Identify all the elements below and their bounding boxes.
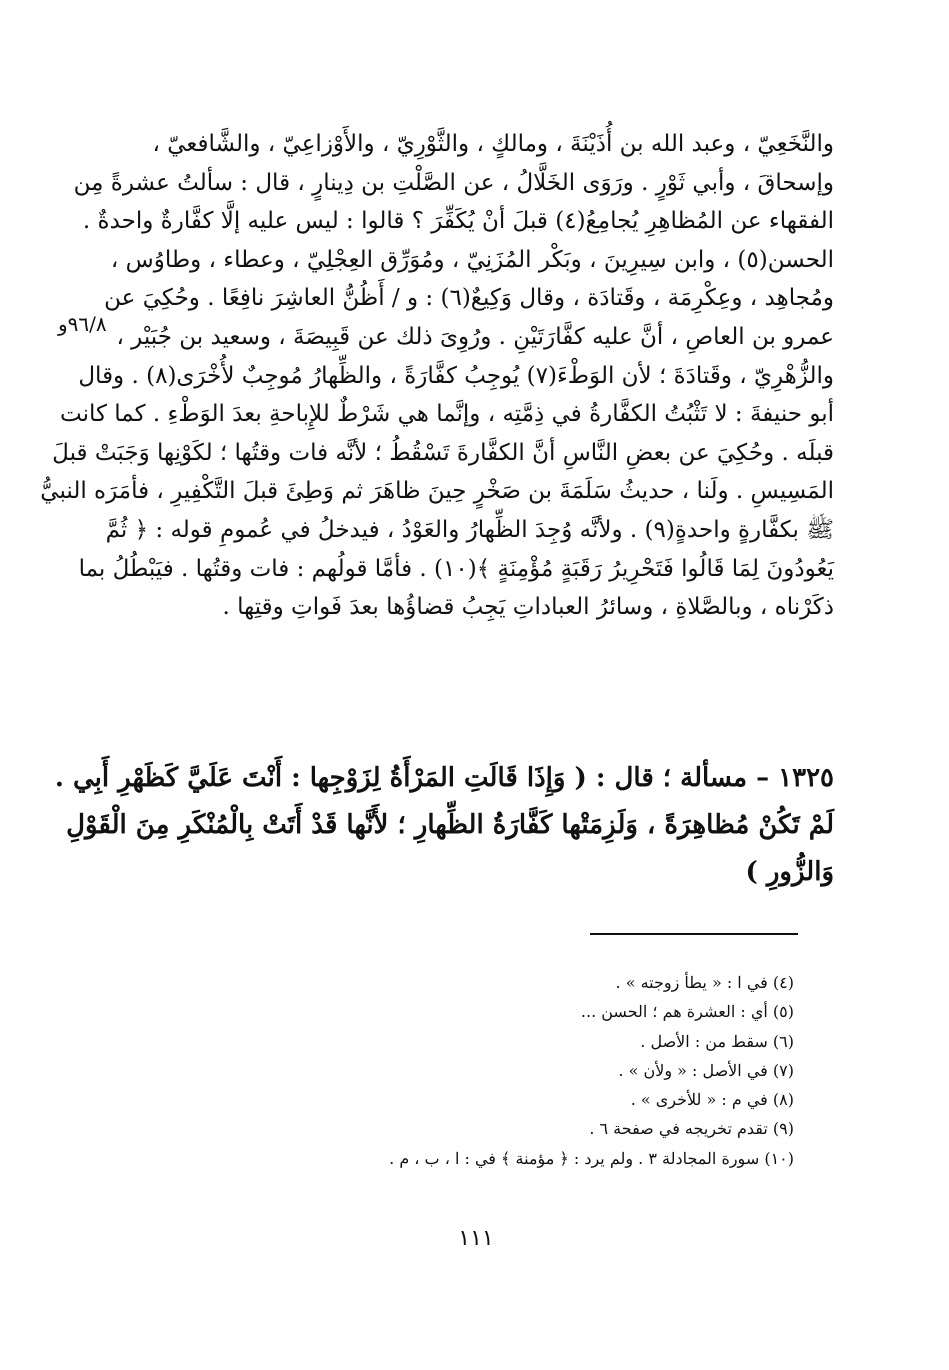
masala-line: لَمْ تَكُنْ مُظاهِرَةً ، وَلَزِمَتْها كَفَّارَةُ الظِّهارِ ؛ لأَنَّها قَدْ أَتَتْ بِالْمُنْكَرِ مِنَ الْقَوْلِ (66, 810, 834, 840)
text-line: يَعُودُونَ لِمَا قَالُوا فَتَحْرِيرُ رَقَبَةٍ مُؤْمِنَةٍ ﴾(١٠) . فأمَّا قولُهم : فات وقتُها . فيَبْطُلُ بما (78, 555, 834, 582)
text-line: أبو حنيفةَ : لا تَثْبُتُ الكفَّارةُ في ذِمَّتِه ، وإنَّما هي شَرْطٌ للإِباحةِ بعدَ الوَطْءِ . كما كانت (60, 401, 834, 428)
footnote: (١٠) سورة المجادلة ٣ . ولم يرد : ﴿ مؤمنة ﴾ في : ا ، ب ، م . (389, 1148, 794, 1168)
text-line: الحسن(٥) ، وابن سِيرِينَ ، وبَكْر المُزَنِيّ ، ومُوَرِّق العِجْلِيّ ، وعطاء ، وطاوُس ، (110, 246, 834, 273)
footnote-divider (590, 933, 798, 935)
footnote: (٧) في الأصل : « ولأن » . (618, 1060, 794, 1080)
masala-line: ١٣٢٥ – مسألة ؛ قال : ( وَإِذَا قَالَتِ المَرْأَةُ لِزَوْجِها : أَنْتَ عَلَيَّ كَظَهْرِ أَبِي . (54, 763, 834, 793)
text-line: ومُجاهِد ، وعِكْرِمَة ، وقَتادَة ، وقال وَكِيعٌ(٦) : و / أَظُنُّ العاشِرَ نافِعًا . وحُكِيَ عن (104, 285, 834, 312)
footnote: (٥) أي : العشرة هم ؛ الحسن ... (580, 1002, 794, 1022)
footnotes (94, 968, 794, 1173)
footnote: (٩) تقدم تخريجه في صفحة ٦ . (589, 1119, 794, 1139)
text-line: الفقهاء عن المُظاهِرِ يُجامِعُ(٤) قبلَ أنْ يُكَفِّرَ ؟ قالوا : ليس عليه إلَّا كفَّارةٌ واحدةٌ . (82, 208, 834, 235)
text-line: قبلَه . وحُكِيَ عن بعضِ النَّاسِ أنَّ الكفَّارةَ تَسْقُطُ ؛ لأنَّه فات وقتُها ؛ لكَوْنِها وَجَبَتْ قبلَ (52, 439, 834, 466)
manuscript-folio-note: ٩٦/٨و (58, 312, 107, 336)
footnote: (٤) في ا : « يطأ زوجته » . (615, 973, 794, 992)
text-line: ذكَرْناه ، وبالصَّلاةِ ، وسائرُ العباداتِ يَجِبُ قضاؤُها بعدَ فَواتِ وقتِها . (222, 594, 834, 621)
text-line: والزُّهْرِيّ ، وقَتادَةَ ؛ لأن الوَطْءَ(٧) يُوجِبُ كفَّارَةً ، والظِّهارُ مُوجِبٌ لأُخْرَى(٨) . وقال (78, 362, 834, 389)
text-line: ﷺ بكفَّارةٍ واحدةٍ(٩) . ولأنَّه وُجِدَ الظِّهارُ والعَوْدُ ، فيدخلُ في عُمومِ قوله : ﴿ ثُمَّ (105, 516, 834, 543)
text-line: عمرو بن العاصِ ، أنَّ عليه كفَّارَتَيْنِ . ورُوِىَ ذلك عن قَبِيصَةَ ، وسعيد بن جُبَيْر ، (116, 323, 834, 350)
page-number: ١١١ (458, 1226, 494, 1251)
footnote: (٨) في م : « للأخرى » . (630, 1090, 794, 1110)
masala-heading (54, 755, 834, 896)
text-line: وإسحاقَ ، وأبي ثَوْرٍ . ورَوَى الخَلَّالُ ، عن الصَّلْتِ بن دِينارٍ ، قال : سألتُ عشرةً مِن (73, 169, 834, 196)
masala-line: وَالزُّورِ ) (745, 857, 834, 887)
footnote: (٦) سقط من : الأصل . (640, 1031, 794, 1051)
text-line: المَسِيسِ . ولَنا ، حديثُ سَلَمَةَ بن صَخْرٍ حِينَ ظاهَرَ ثم وَطِئَ قبلَ التَّكْفِيرِ ، فأمَرَه النبيُّ (40, 478, 834, 505)
text-line: والنَّخَعِيّ ، وعبد الله بن أُذَيْنَةَ ، ومالكٍ ، والثَّوْرِيّ ، والأَوْزاعِيّ ، والشَّافعيّ ، (152, 131, 834, 157)
